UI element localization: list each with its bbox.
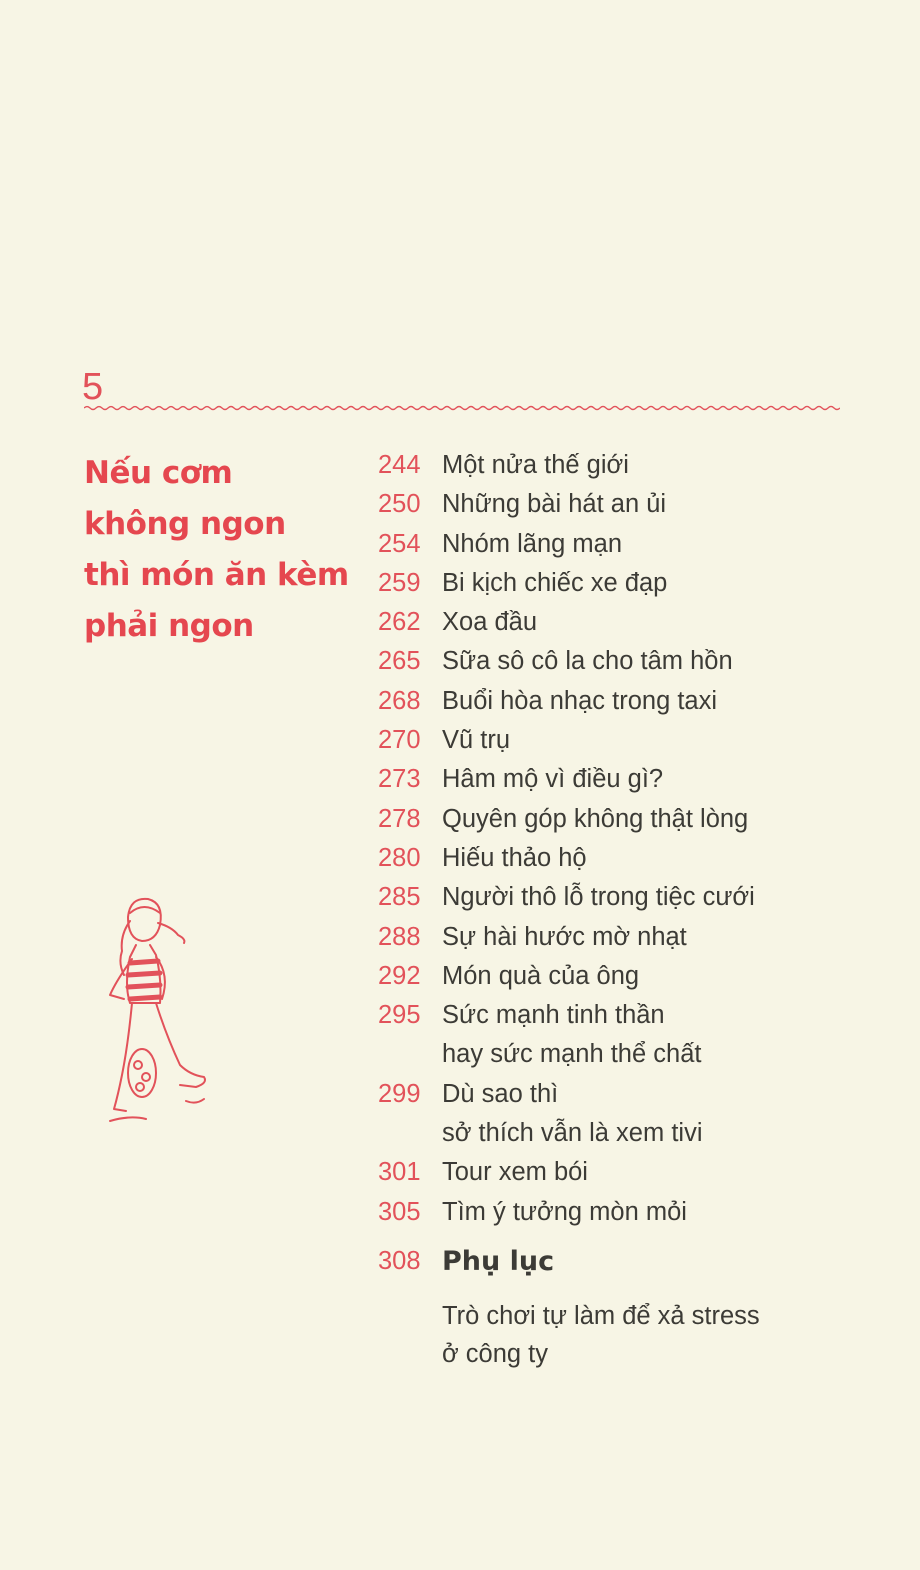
toc-entry[interactable] — [378, 721, 858, 760]
page-number: 268 — [378, 686, 421, 715]
page-number: 292 — [378, 961, 421, 990]
page-number: 295 — [378, 1001, 421, 1030]
entry-title — [442, 446, 858, 485]
page-number: 280 — [378, 843, 421, 872]
toc-entry[interactable] — [378, 1153, 858, 1192]
entry-title-line: Nhóm lãng mạn — [442, 529, 623, 558]
toc-entry-appendix[interactable] — [378, 1242, 858, 1281]
subtitle-line: Trò chơi tự làm để xả stress — [442, 1302, 760, 1331]
appendix-title: Phụ lục — [442, 1245, 555, 1277]
page-number: 254 — [378, 529, 421, 558]
entry-title-line: hay sức mạnh thể chất — [442, 1040, 702, 1069]
entry-title — [442, 525, 858, 564]
page-number: 273 — [378, 765, 421, 794]
entry-title-line: Sữa sô cô la cho tâm hồn — [442, 647, 733, 676]
page-number: 285 — [378, 883, 421, 912]
page-number: 278 — [378, 804, 421, 833]
page-number: 301 — [378, 1158, 421, 1187]
toc-entry[interactable] — [378, 446, 858, 485]
toc-entry[interactable] — [378, 603, 858, 642]
appendix-subtitle — [442, 1297, 858, 1373]
page-number: 250 — [378, 490, 421, 519]
toc-entry[interactable] — [378, 957, 858, 996]
heading-line: không ngon — [84, 506, 286, 542]
page-number: 259 — [378, 568, 421, 597]
toc-entry[interactable] — [378, 682, 858, 721]
heading-line: Nếu cơm — [84, 455, 233, 491]
entry-title — [442, 603, 858, 642]
toc-entry[interactable] — [378, 996, 858, 1075]
wavy-divider — [84, 402, 840, 414]
toc-entry[interactable] — [378, 525, 858, 564]
entry-title-line: Quyên góp không thật lòng — [442, 804, 749, 833]
entry-title — [442, 564, 858, 603]
page-number: 308 — [378, 1246, 421, 1275]
entry-title — [442, 760, 858, 799]
toc-entry[interactable] — [378, 839, 858, 878]
page-number: 262 — [378, 608, 421, 637]
toc-entry[interactable] — [378, 800, 858, 839]
entry-title — [442, 878, 858, 917]
entry-title-line: Sức mạnh tinh thần — [442, 1001, 665, 1030]
toc-entry[interactable] — [378, 642, 858, 681]
entry-title — [442, 957, 858, 996]
entry-title-line: Một nửa thế giới — [442, 451, 629, 479]
page-number: 305 — [378, 1197, 421, 1226]
entry-title — [442, 839, 858, 878]
entry-title-line: Sự hài hước mờ nhạt — [442, 922, 687, 951]
page-number: 299 — [378, 1079, 421, 1108]
toc-entry[interactable] — [378, 760, 858, 799]
heading-line: thì món ăn kèm — [84, 557, 349, 593]
toc-entry[interactable] — [378, 1075, 858, 1154]
entry-title-line: Tìm ý tưởng mòn mỏi — [442, 1197, 687, 1226]
entry-title-line: Vũ trụ — [442, 726, 511, 755]
entry-title-line: Món quà của ông — [442, 961, 640, 990]
entry-title-line: sở thích vẫn là xem tivi — [442, 1119, 703, 1148]
page-number: 244 — [378, 451, 421, 479]
heading-line: phải ngon — [84, 608, 254, 644]
entry-title-line: Người thô lỗ trong tiệc cưới — [442, 883, 755, 912]
table-of-contents — [378, 446, 858, 1373]
girl-illustration — [100, 895, 220, 1125]
chapter-number: 5 — [82, 366, 104, 408]
entry-title — [442, 1075, 858, 1154]
entry-title — [442, 918, 858, 957]
entry-title-line: Bi kịch chiếc xe đạp — [442, 568, 668, 597]
toc-entry[interactable] — [378, 564, 858, 603]
entry-title — [442, 682, 858, 721]
entry-title-line: Hâm mộ vì điều gì? — [442, 765, 664, 794]
entry-title — [442, 485, 858, 524]
entry-title-line: Tour xem bói — [442, 1158, 588, 1187]
entry-title — [442, 996, 858, 1075]
chapter-heading — [84, 448, 364, 652]
toc-entry[interactable] — [378, 485, 858, 524]
toc-entry[interactable] — [378, 1193, 858, 1232]
entry-title-line: Những bài hát an ủi — [442, 490, 667, 519]
entry-title — [442, 642, 858, 681]
page-number: 265 — [378, 647, 421, 676]
toc-entry[interactable] — [378, 878, 858, 917]
entry-title-line: Hiếu thảo hộ — [442, 843, 587, 872]
entry-title-line: Dù sao thì — [442, 1079, 559, 1108]
page-number: 288 — [378, 922, 421, 951]
entry-title-line: Xoa đầu — [442, 608, 538, 637]
entry-title-line: Buổi hòa nhạc trong taxi — [442, 686, 718, 715]
entry-title — [442, 1193, 858, 1232]
entry-title — [442, 721, 858, 760]
entry-title — [442, 800, 858, 839]
entry-title — [442, 1153, 858, 1192]
page-number: 270 — [378, 726, 421, 755]
subtitle-line: ở công ty — [442, 1340, 549, 1369]
toc-entry[interactable] — [378, 918, 858, 957]
